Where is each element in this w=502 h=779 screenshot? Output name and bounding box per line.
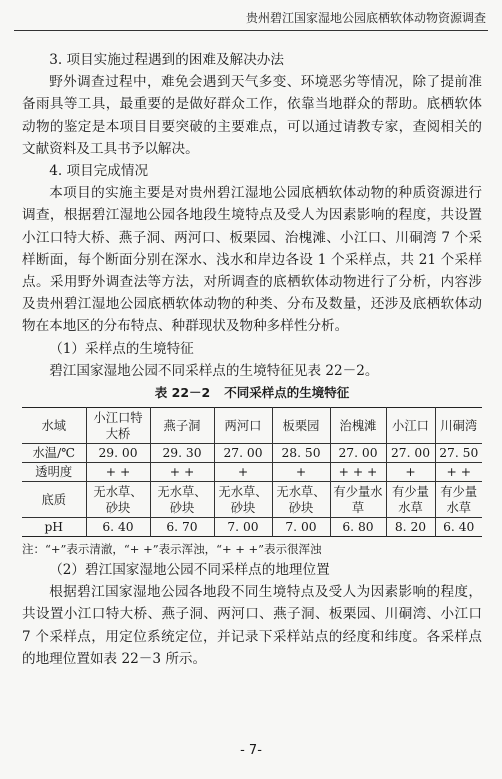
subsection-2-heading: （2）碧江国家湿地公园不同采样点的地理位置 [49,562,330,579]
table-cell: 7. 00 [214,518,272,537]
subsection-1-heading: （1）采样点的生境特征 [49,340,194,357]
table-cell: + [272,463,330,482]
table-cell: 29. 00 [86,444,150,463]
table-header-site: 两河口 [214,408,272,444]
table-cell: 27. 00 [330,444,386,463]
section-4-heading: 4. 项目完成情况 [49,163,149,180]
table-cell: + + [86,463,150,482]
section-3-paragraph: 野外调查过程中，难免会遇到天气多变、环境恶劣等情况，除了提前准备雨具等工具，最重要的是做好群众工作，依靠当地群众的帮助。底栖软体动物的鉴定是本项目目要突破的主要难点，可以通过请教专家，查阅相关的文献资料及工具书予以解决。 [22,74,482,157]
row-label: pH [22,518,86,537]
table-header-site: 川硐湾 [435,408,482,444]
table-cell: 29. 30 [150,444,214,463]
table-row [22,482,482,518]
header-rule [14,30,488,31]
table-header-site: 小江口特大桥 [86,408,150,444]
table-caption [22,383,482,403]
table-row [22,463,482,482]
section-4-paragraph: 本项目的实施主要是对贵州碧江湿地公园底栖软体动物的种质资源进行调查，根据碧江湿地公园各地段生境特点及受人为因素影响的程度，共设置小江口特大桥、燕子洞、两河口、板栗园、治槐滩、小江口、川硐湾 7 个采样断面，每个断面分别在深水、浅水和岸边各设 1 个采样点，共 21 个采样点。采用野外调查法等方法，对所调查的底栖软体动物进行了分析，内容涉及贵州碧江湿地公园底栖软体动物的种类、分布及数量，还涉及底栖软体动物在本地区的分布特点、种群现状及物种多样性分析。 [22,185,482,335]
table-cell: 27. 00 [214,444,272,463]
table-note: 注：“+”表示清澈，“+ +”表示浑浊，“+ + +”表示很浑浊 [22,542,322,557]
row-label: 透明度 [22,463,86,482]
table-cell: + + + [330,463,386,482]
row-label: 水温/℃ [22,444,86,463]
table-cell: + + [150,463,214,482]
table-header-site: 燕子洞 [150,408,214,444]
table-cell: 有少量水草 [330,482,386,518]
table-cell: 无水草、砂块 [86,482,150,518]
page-number: - 7- [240,743,262,758]
section-3-heading: 3. 项目实施过程遇到的困难及解决办法 [49,52,284,68]
table-number: 表 22－2 [154,385,211,401]
table-cell: + [386,463,435,482]
table-header-site: 板栗园 [272,408,330,444]
table-cell: 8. 20 [386,518,435,537]
body-text [22,49,482,670]
table-cell: 27. 00 [386,444,435,463]
table-header-site: 小江口 [386,408,435,444]
table-cell: 无水草、砂块 [272,482,330,518]
table-cell: 6. 80 [330,518,386,537]
table-cell: 有少量水草 [435,482,482,518]
subsection-2-paragraph: 根据碧江国家湿地公园各地段不同生境特点及受人为因素影响的程度，共设置小江口特大桥、燕子洞、两河口、燕子洞、板栗园、川硐湾、小江口 7 个采样点，用定位系统定位，并记录下采样站点的经度和纬度。各采样点的地理位置如表 22－3 所示。 [22,584,482,667]
table-cell: 无水草、砂块 [150,482,214,518]
table-cell: 6. 70 [150,518,214,537]
table-cell: 27. 50 [435,444,482,463]
table-cell: + [214,463,272,482]
running-head: 贵州碧江国家湿地公园底栖软体动物资源调查 [245,11,486,25]
table-cell: 6. 40 [86,518,150,537]
table-header-site: 治槐滩 [330,408,386,444]
table-header-label: 水域 [22,408,86,444]
table-cell: 无水草、砂块 [214,482,272,518]
table-cell: 28. 50 [272,444,330,463]
table-cell: 有少量水草 [386,482,435,518]
table-row [22,518,482,537]
table-cell: 7. 00 [272,518,330,537]
table-cell: 6. 40 [435,518,482,537]
table-cell: + + [435,463,482,482]
table-row [22,444,482,463]
table-title: 不同采样点的生境特征 [224,385,350,401]
row-label: 底质 [22,482,86,518]
subsection-1-paragraph: 碧江国家湿地公园不同采样点的生境特征见表 22－2。 [49,362,379,379]
habitat-table [22,407,482,537]
table-header-row [22,408,482,444]
